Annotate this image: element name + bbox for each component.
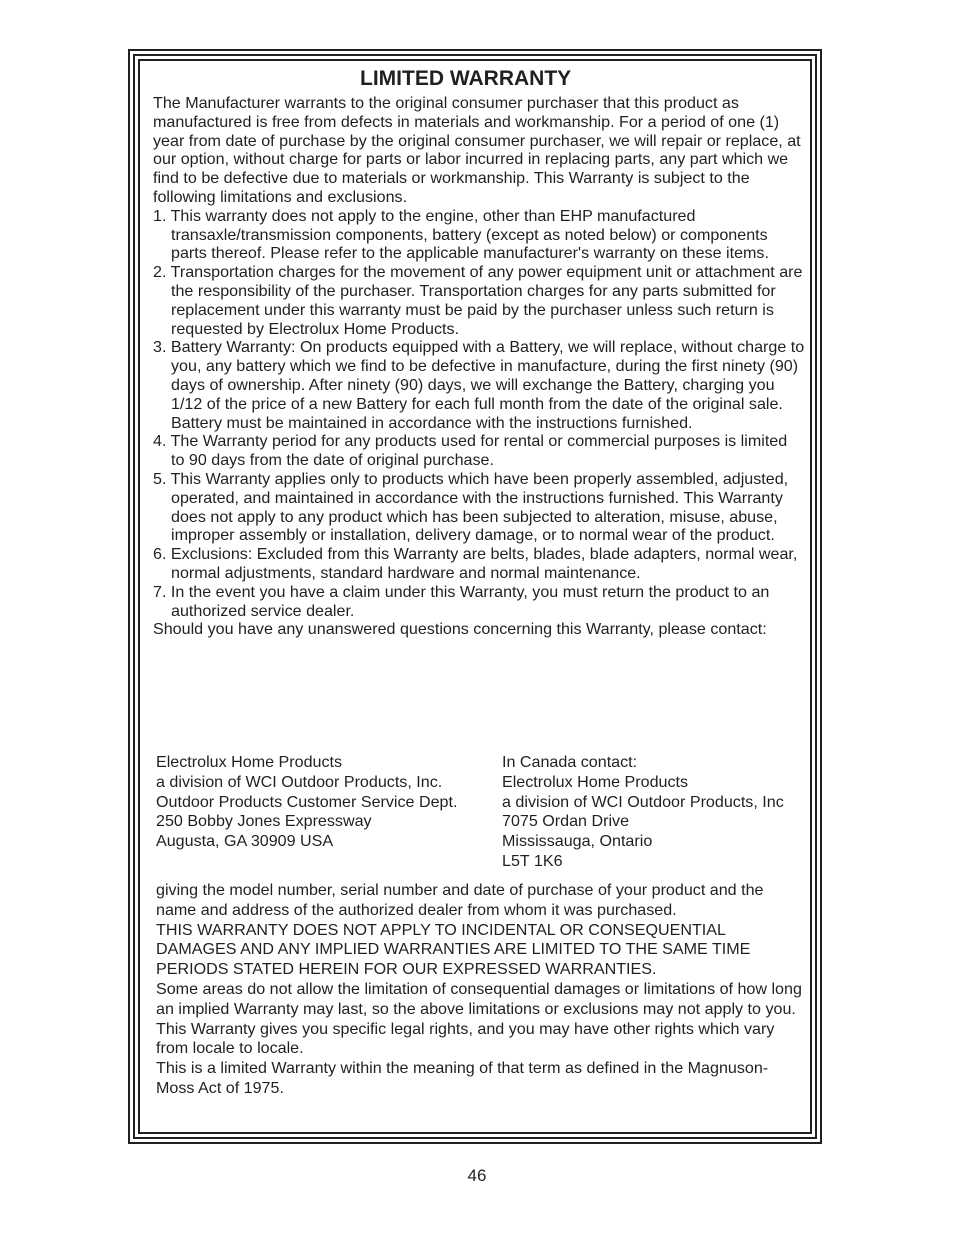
- list-item: 1. This warranty does not apply to the engine, other than EHP manufactured transaxle/transmission components, battery (except as noted below) or components parts thereof. Please refer to the applicable manufacturer's warranty on these items.: [153, 206, 769, 263]
- address-line: 7075 Ordan Drive: [502, 812, 630, 831]
- page-title: LIMITED WARRANTY: [360, 67, 572, 90]
- list-item: 4. The Warranty period for any products used for rental or commercial purposes is limited to 90 days from the date of original purchase.: [153, 432, 788, 470]
- list-item: 2. Transportation charges for the movement of any power equipment unit or attachment are the responsibility of the purchaser. Transportation charges for any parts submitted for replacement under this warranty must be paid by the purchaser unless such return is requested by Electrolux Home Products.: [153, 263, 803, 338]
- address-canada: [502, 753, 810, 872]
- contact-intro: Should you have any unanswered questions concerning this Warranty, please contact:: [153, 620, 767, 639]
- address-line: a division of WCI Outdoor Products, Inc.: [156, 772, 443, 791]
- list-item: 3. Battery Warranty: On products equipped with a Battery, we will replace, without charge to you, any battery which we find to be defective in manufacture, during the first ninety (90) days of ownership. After ninety (90) days, we will exchange the Battery, charging you 1/12 of the price of a new Battery for each full month from the date of the original sale. Battery must be maintained in accordance with the instructions furnished.: [153, 338, 805, 432]
- address-line: Outdoor Products Customer Service Dept.: [156, 792, 458, 811]
- address-line: Mississauga, Ontario: [502, 832, 653, 851]
- page-number: 46: [467, 1166, 487, 1185]
- closing-paragraph: giving the model number, serial number and date of purchase of your product and the name and address of the authorized dealer from whom it was purchased.: [156, 881, 764, 919]
- address-line: Electrolux Home Products: [156, 753, 343, 771]
- list-item: 5. This Warranty applies only to products which have been properly assembled, adjusted, operated, and maintained in accordance with the instructions furnished. This Warranty does not apply to any product which has been subjected to alteration, misuse, abuse, improper assembly or installation, delivery damage, or to normal wear of the product.: [153, 469, 789, 545]
- address-line: L5T 1K6: [502, 851, 563, 870]
- list-item: 7. In the event you have a claim under this Warranty, you must return the product to an authorized service dealer.: [153, 582, 770, 620]
- address-line: In Canada contact:: [502, 753, 638, 771]
- address-line: 250 Bobby Jones Expressway: [156, 812, 372, 831]
- list-item: 6. Exclusions: Excluded from this Warranty are belts, blades, blade adapters, normal wear, normal adjustments, standard hardware and normal maintenance.: [153, 545, 798, 582]
- address-line: Augusta, GA 30909 USA: [156, 832, 334, 851]
- closing-text: [156, 881, 806, 1099]
- warranty-body: [153, 64, 805, 639]
- address-us: [156, 753, 457, 852]
- intro-paragraph: The Manufacturer warrants to the original consumer purchaser that this product as manufactured is free from defects in materials and workmanship. For a period of one (1) year from date of purchase by the original consumer purchaser, we will repair or replace, at our option, without charge for parts or labor incurred in replacing parts, any part which we find to be defective due to materials or workmanship. This Warranty is subject to the following limitations and exclusions.: [153, 94, 801, 206]
- address-line: Electrolux Home Products: [502, 772, 689, 791]
- magnuson-moss-paragraph: This is a limited Warranty within the meaning of that term as defined in the Magnuson-Moss Act of 1975.: [156, 1059, 769, 1097]
- legal-rights-paragraph: Some areas do not allow the limitation of consequential damages or limitations of how long an implied Warranty may last, so the above limitations or exclusions may not apply to you. This Warranty gives you specific legal rights, and you may have other rights which vary from locale to locale.: [156, 979, 802, 1058]
- address-line: a division of WCI Outdoor Products, Inc: [502, 792, 784, 811]
- disclaimer-paragraph: THIS WARRANTY DOES NOT APPLY TO INCIDENTAL OR CONSEQUENTIAL DAMAGES AND ANY IMPLIED WARRANTIES ARE LIMITED TO THE SAME TIME PERIODS STATED HEREIN FOR OUR EXPRESSED WARRANTIES.: [156, 920, 751, 979]
